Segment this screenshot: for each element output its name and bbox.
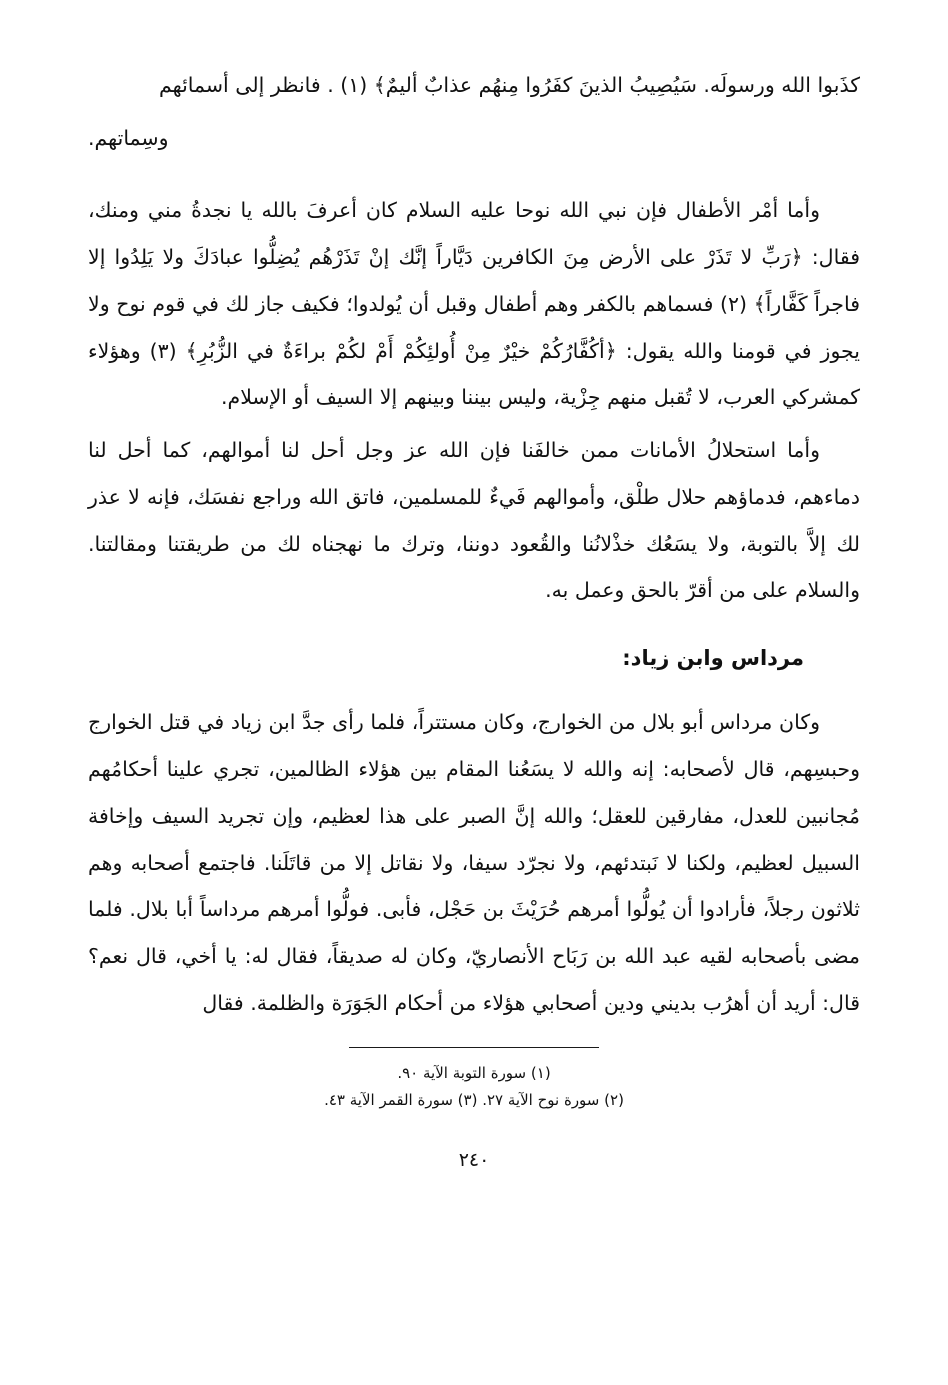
paragraph-opening-tail: وسِماتهم.	[88, 125, 169, 150]
footnote-separator-rule	[349, 1047, 599, 1048]
section-heading-mirdas-ibn-ziyad: مرداس وابن زياد:	[622, 646, 804, 671]
paragraph-mirdas-narrative: وكان مرداس أبو بلال من الخوارج، وكان مستتراً، فلما رأى جدَّ ابن زياد في قتل الخوارج وحبسِهم، قال لأصحابه: إنه والله لا يسَعُنا المقام بين هؤلاء الظالمين، تجري علينا أحكامُهم مُجانبين للعدل، مفارقين للعقل؛ والله إنَّ الصبر على هذا لعظيم، وإن تجريد السيف وإخافة السبيل لعظيم، ولكنا لا نَبتدئهم، ولا نجرّد سيفا، ولا نقاتل إلا من قاتَلَنا. فاجتمع أصحابه وهم ثلاثون رجلاً، فأرادوا أن يُولُّوا أمرهم حُرَيْثَ بن حَجْل، فأبى. فولُّوا أمرهم مرداساً أبا بلال. فلما مضى بأصحابه لقيه عبد الله بن رَبَاح الأنصاريّ، وكان له صديقاً، فقال له: يا أخي، قال نعم؟ قال: أريد أن أهرُب بديني ودين أصحابي هؤلاء من أحكام الجَوَرَة والظلمة. فقال	[88, 710, 860, 1015]
paragraph-trusts-and-properties: وأما استحلالُ الأمانات ممن خالفَنا فإن الله عز وجل أحل لنا أموالهم، كما أحل لنا دماءهم، فدماؤهم حلال طلْق، وأموالهم فَيءٌ للمسلمين، فاتق الله وراجع نفسَك، فإنه لا عذر لك إلاَّ بالتوبة، ولا يسَعُك خذْلانُنا والقُعود دوننا، وترك ما نهجناه لك من طريقتنا ومقالتنا. والسلام على من أقرّ بالحق وعمل به.	[88, 438, 860, 603]
footnote-2-3: (٢) سورة نوح الآية ٢٧. (٣) سورة القمر الآية ٤٣.	[324, 1091, 624, 1110]
footnote-separator-holder	[88, 1033, 860, 1060]
footnote-1: (١) سورة التوبة الآية ٩٠.	[397, 1063, 551, 1082]
page-body	[88, 62, 860, 1027]
footnotes	[88, 1060, 860, 1116]
page-number: ٢٤٠	[458, 1149, 490, 1172]
paragraph-opening: كذَبوا الله ورسولَه. سَيُصِيبُ الذينَ كفَرُوا مِنهُم عذابٌ أليمٌ﴾ (١) . فانظر إلى أسمائهم	[158, 73, 860, 97]
paragraph-children-of-polytheists: وأما أمْر الأطفال فإن نبي الله نوحا عليه السلام كان أعرفَ بالله يا نجدةُ مني ومنك، فقال: ﴿رَبِّ لا تَذَرْ على الأرض مِنَ الكافرين دَيَّاراً إنَّك إنْ تَذَرْهُم يُضِلُّوا عبادَكَ ولا يَلِدُوا إلا فاجراً كَفَّاراً﴾ (٢) فسماهم بالكفر وهم أطفال وقبل أن يُولدوا؛ فكيف جاز لك في قوم نوح ولا يجوز في قومنا والله يقول: ﴿أكُفَّارُكُمْ خيْرٌ مِنْ أُولئِكُمْ أَمْ لكُمْ براءَةٌ في الزُّبُرِ﴾ (٣) وهؤلاء كمشركي العرب، لا تُقبل منهم جِزْية، وليس بيننا وبينهم إلا السيف أو الإسلام.	[88, 198, 860, 410]
